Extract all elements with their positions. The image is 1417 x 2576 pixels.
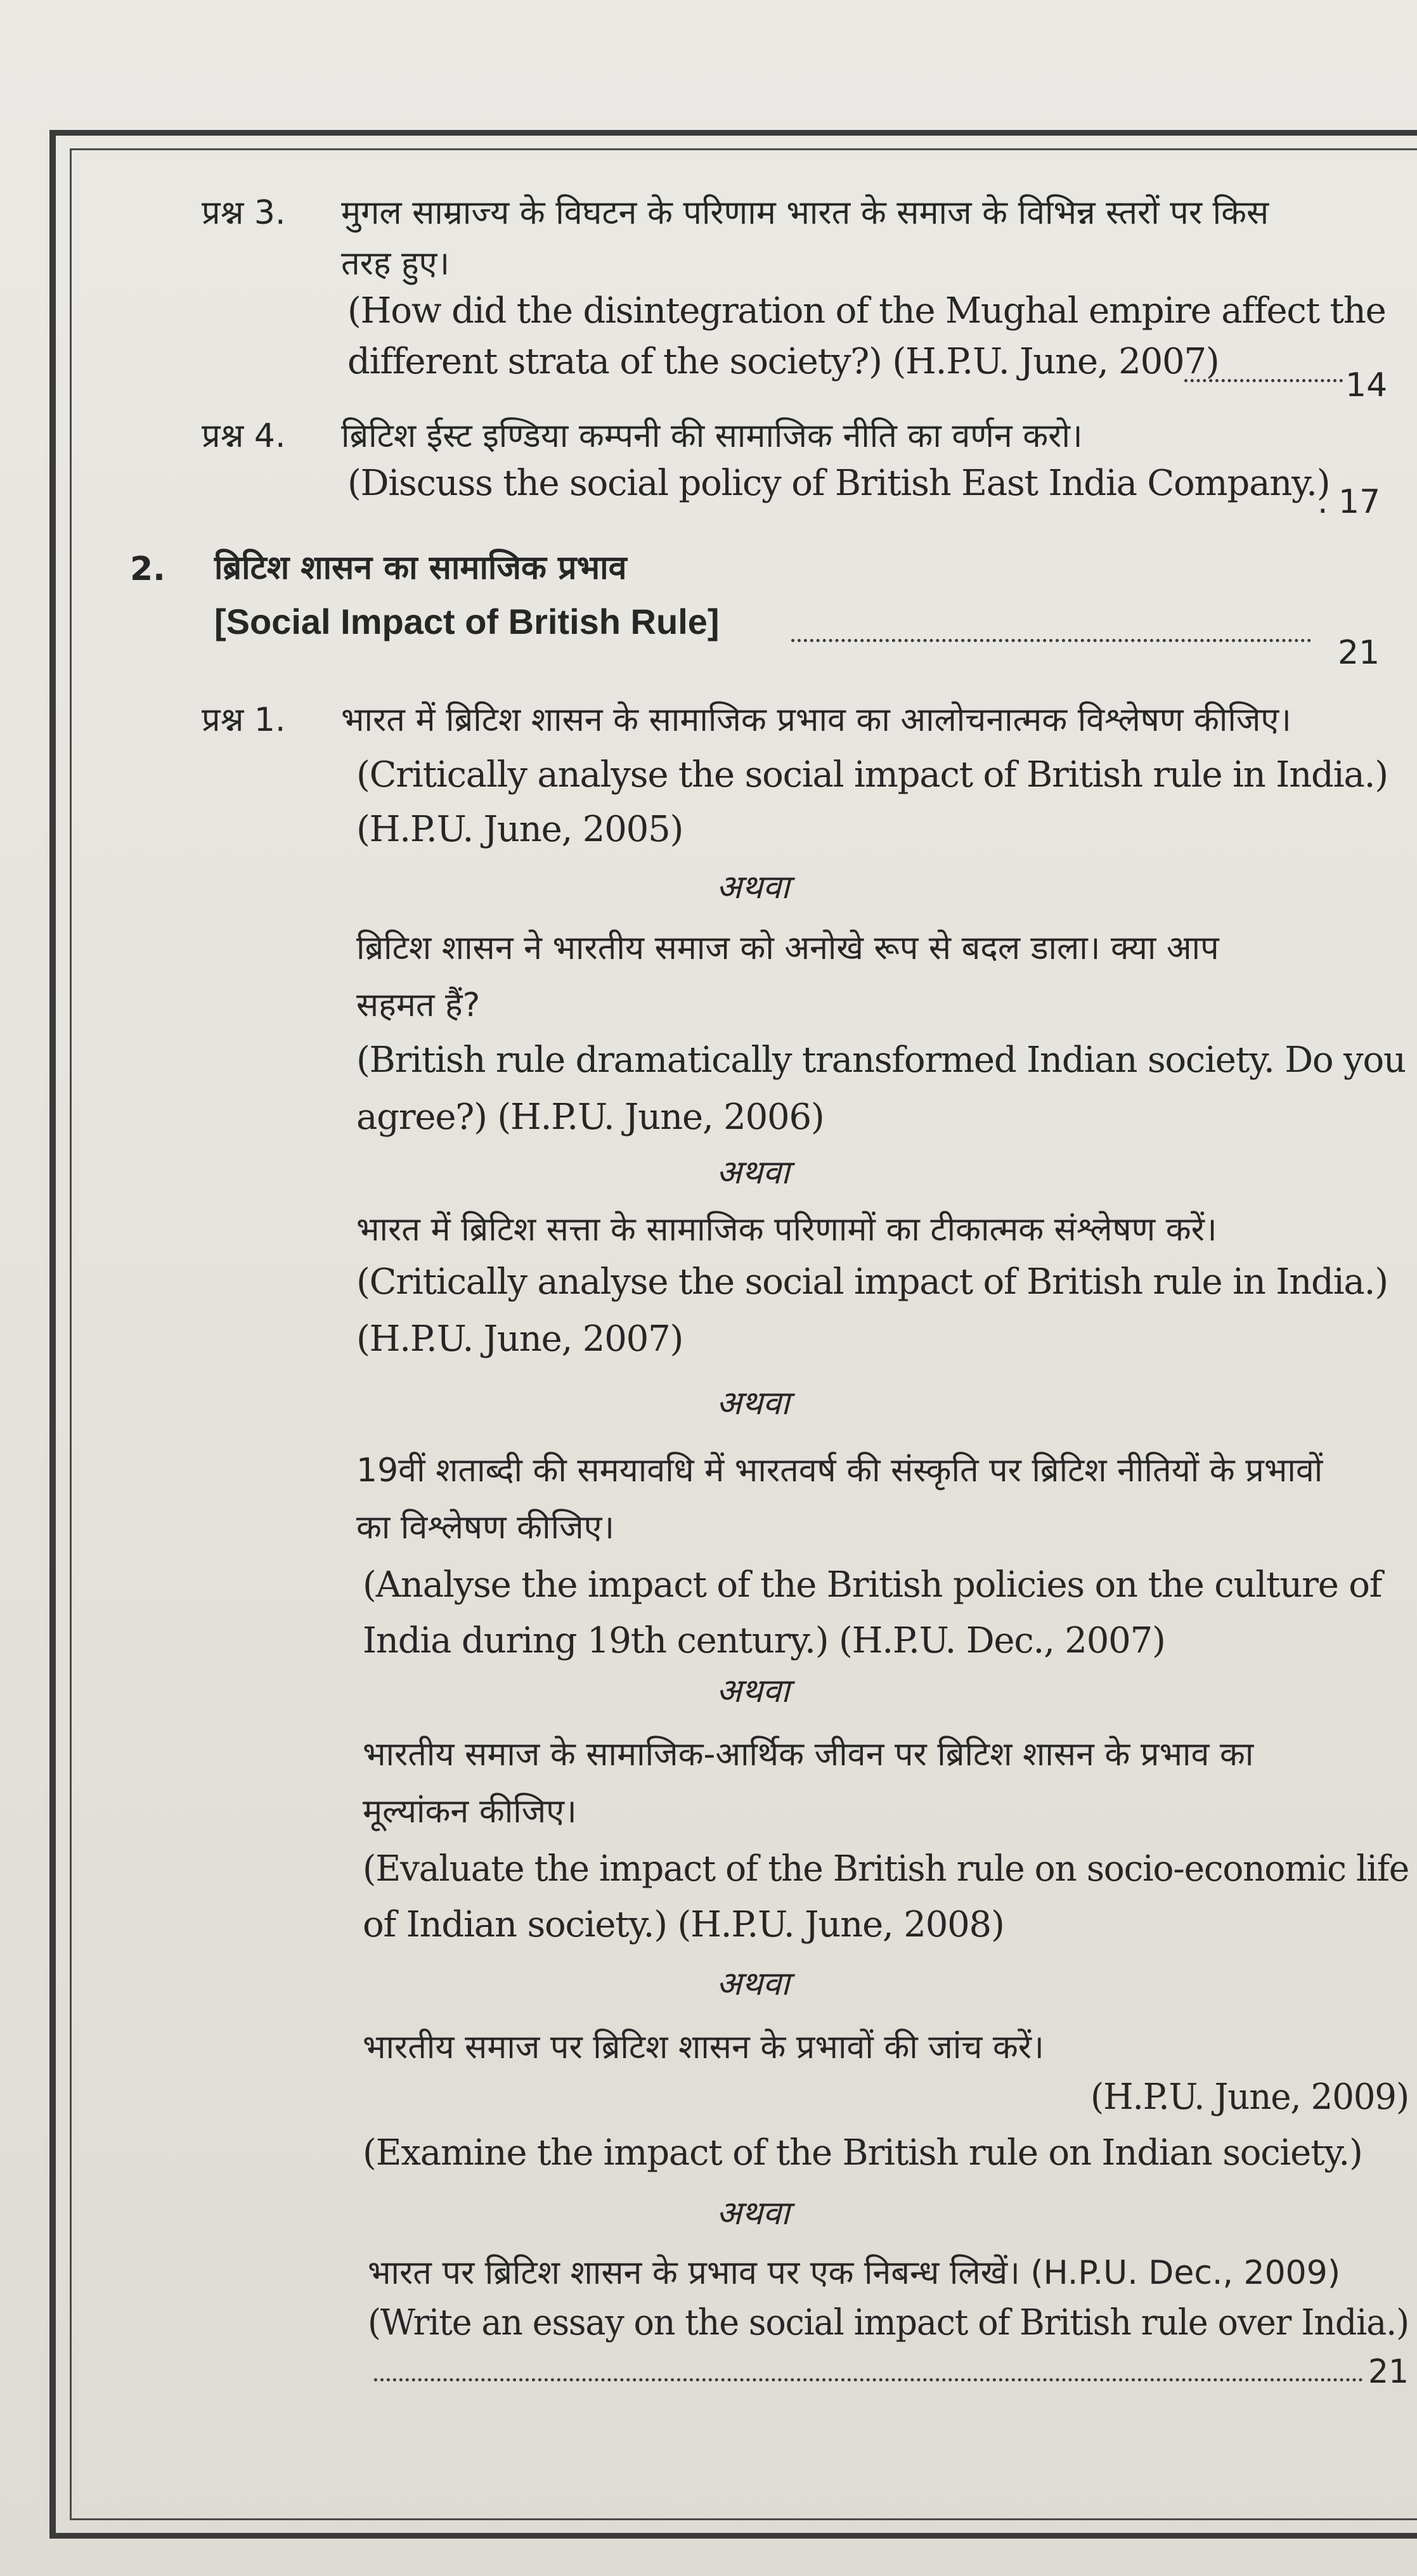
q3-leader-dots xyxy=(1184,379,1343,382)
s2q1-english-7: (Write an essay on the social impact of British rule over India.) xyxy=(368,2302,1409,2343)
q3-hindi-line-2: तरह हुए। xyxy=(341,245,450,283)
s2q1-hindi-3: भारत में ब्रिटिश सत्ता के सामाजिक परिणामों का टीकात्मक संश्लेषण करें। xyxy=(356,1211,1217,1249)
or-divider-4: अथवा xyxy=(716,1672,790,1710)
q4-english: (Discuss the social policy of British East India Company.) xyxy=(347,463,1330,504)
section-leader-dots xyxy=(791,639,1311,642)
s2q1-english-2b: agree?) (H.P.U. June, 2006) xyxy=(356,1097,824,1138)
q4-hindi: ब्रिटिश ईस्ट इण्डिया कम्पनी की सामाजिक नीति का वर्णन करो। xyxy=(341,417,1083,455)
s2q1-page-number: 21 xyxy=(1368,2353,1409,2391)
s2q1-english-2a: (British rule dramatically transformed Indian society. Do you xyxy=(356,1040,1406,1081)
s2q1-hindi-2a: ब्रिटिश शासन ने भारतीय समाज को अनोखे रूप से बदल डाला। क्या आप xyxy=(356,929,1219,967)
q3-label: प्रश्न 3. xyxy=(202,194,286,232)
s2q1-label: प्रश्न 1. xyxy=(202,701,286,739)
s2q1-ref-6: (H.P.U. June, 2009) xyxy=(1090,2077,1409,2118)
s2q1-hindi-4b: का विश्लेषण कीजिए। xyxy=(356,1509,615,1547)
s2q1-english-5a: (Evaluate the impact of the British rule on socio-economic life xyxy=(363,1848,1409,1890)
s2q1-hindi-1: भारत में ब्रिटिश शासन के सामाजिक प्रभाव का आलोचनात्मक विश्लेषण कीजिए। xyxy=(341,701,1291,739)
s2q1-english-5b: of Indian society.) (H.P.U. June, 2008) xyxy=(363,1904,1004,1945)
s2q1-english-4a: (Analyse the impact of the British policies on the culture of xyxy=(363,1564,1382,1606)
s2q1-english-3b: (H.P.U. June, 2007) xyxy=(356,1318,683,1360)
s2q1-hindi-6: भारतीय समाज पर ब्रिटिश शासन के प्रभावों की जांच करें। xyxy=(363,2028,1044,2066)
or-divider-6: अथवा xyxy=(716,2194,790,2232)
s2q1-english-6: (Examine the impact of the British rule on Indian society.) xyxy=(363,2132,1362,2174)
section-title-english: [Social Impact of British Rule] xyxy=(214,602,720,641)
s2q1-english-3a: (Critically analyse the social impact of British rule in India.) xyxy=(356,1261,1388,1303)
section-page-number: 21 xyxy=(1338,634,1380,672)
s2q1-leader-dots xyxy=(374,2378,1363,2381)
or-divider-1: अथवा xyxy=(716,868,790,906)
section-title-hindi: ब्रिटिश शासन का सामाजिक प्रभाव xyxy=(214,549,627,587)
or-divider-5: अथवा xyxy=(716,1965,790,2003)
s2q1-hindi-5b: मूल्यांकन कीजिए। xyxy=(363,1793,577,1831)
q4-page-number: . 17 xyxy=(1317,483,1381,521)
q3-hindi-line-1: मुगल साम्राज्य के विघटन के परिणाम भारत के समाज के विभिन्न स्तरों पर किस xyxy=(341,194,1269,232)
s2q1-ref-1: (H.P.U. June, 2005) xyxy=(356,809,683,850)
s2q1-english-4b: India during 19th century.) (H.P.U. Dec., 2007) xyxy=(363,1620,1165,1661)
q4-label: प्रश्न 4. xyxy=(202,417,286,455)
or-divider-2: अथवा xyxy=(716,1154,790,1192)
s2q1-english-1: (Critically analyse the social impact of British rule in India.) xyxy=(356,754,1388,795)
q3-english-line-1: (How did the disintegration of the Mughal empire affect the xyxy=(347,290,1386,332)
s2q1-hindi-7: भारत पर ब्रिटिश शासन के प्रभाव पर एक निबन्ध लिखें। (H.P.U. Dec., 2009) xyxy=(368,2254,1341,2292)
or-divider-3: अथवा xyxy=(716,1384,790,1422)
q3-english-line-2: different strata of the society?) (H.P.U. June, 2007) xyxy=(347,341,1219,382)
q3-page-number: 14 xyxy=(1345,366,1388,404)
s2q1-hindi-2b: सहमत हैं? xyxy=(356,986,481,1024)
section-number: 2. xyxy=(130,550,165,588)
s2q1-hindi-5a: भारतीय समाज के सामाजिक-आर्थिक जीवन पर ब्रिटिश शासन के प्रभाव का xyxy=(363,1736,1254,1774)
s2q1-hindi-4a: 19वीं शताब्दी की समयावधि में भारतवर्ष की संस्कृति पर ब्रिटिश नीतियों के प्रभावों xyxy=(356,1452,1323,1490)
